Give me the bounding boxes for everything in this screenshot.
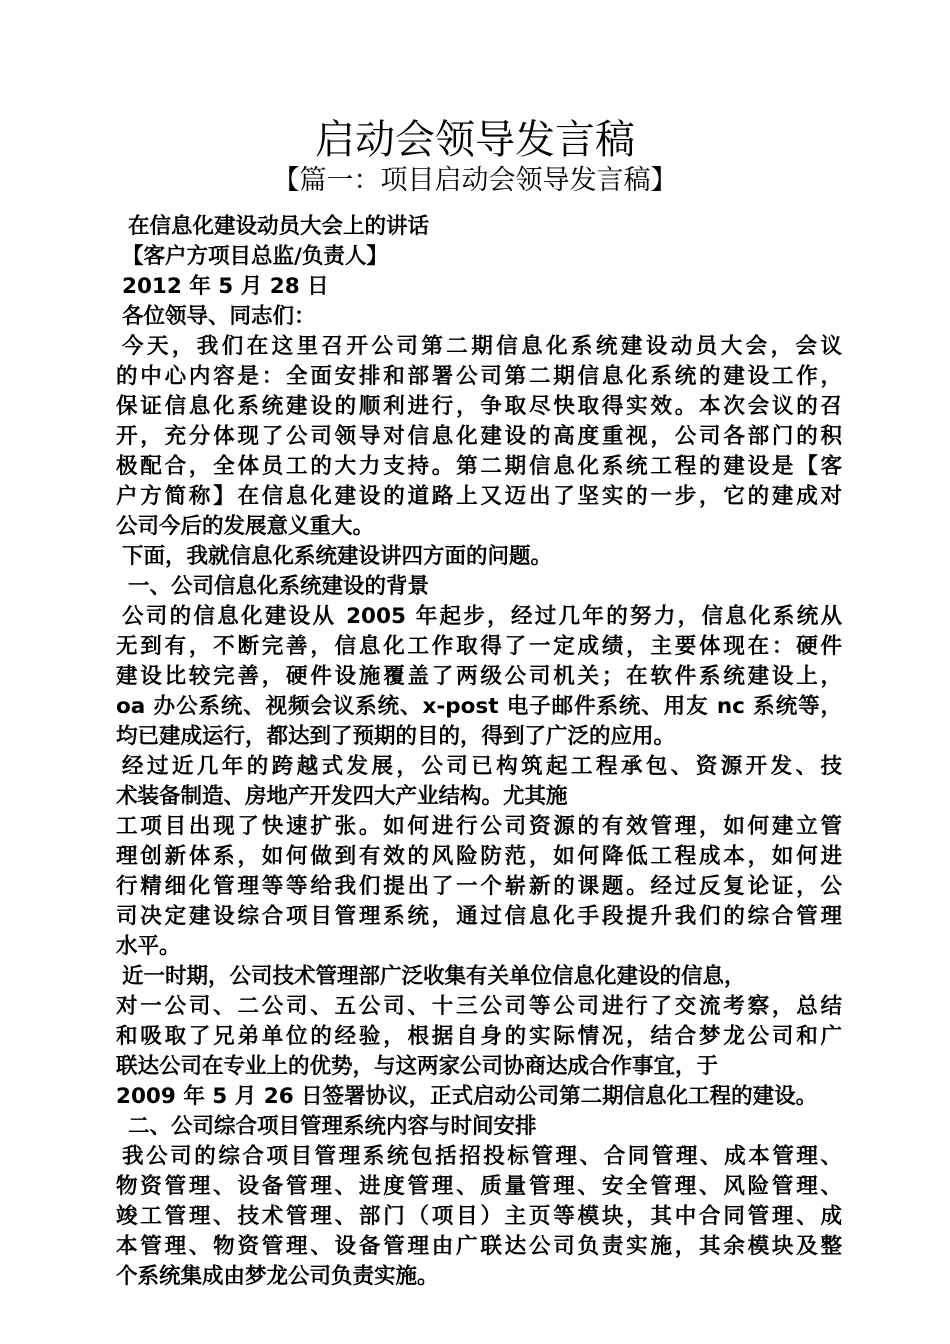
paragraph-line: 水平。 (116, 934, 181, 959)
paragraph-line: oa 办公系统、视频会议系统、x-post 电子邮件系统、用友 nc 系统等， (116, 694, 842, 719)
document-body (116, 212, 842, 1292)
paragraph-line: 个系统集成由梦龙公司负责实施。 (116, 1264, 439, 1289)
paragraph-line: 2009 年 5 月 26 日签署协议，正式启动公司第二期信息化工程的建设。 (116, 1084, 818, 1109)
paragraph-line: 极配合，全体员工的大力支持。第二期信息化系统工程的建设是【客 (116, 454, 842, 479)
paragraph-line: 保证信息化系统建设的顺利进行，争取尽快取得实效。本次会议的召 (116, 394, 842, 419)
paragraph-line: 物资管理、设备管理、进度管理、质量管理、安全管理、风险管理、 (116, 1174, 842, 1199)
paragraph-line: 理创新体系，如何做到有效的风险防范，如何降低工程成本，如何进 (116, 844, 842, 869)
paragraph-line: 近一时期，公司技术管理部广泛收集有关单位信息化建设的信息， (122, 964, 746, 989)
speaker-line: 【客户方项目总监/负责人】 (122, 244, 388, 269)
paragraph-line: 行精细化管理等等给我们提出了一个崭新的课题。经过反复论证，公 (116, 874, 842, 899)
document-subtitle: 【篇一：项目启动会领导发言稿】 (272, 165, 678, 196)
paragraph-line: 的中心内容是：全面安排和部署公司第二期信息化系统的建设工作， (116, 364, 842, 389)
paragraph-line: 无到有，不断完善，信息化工作取得了一定成绩，主要体现在：硬件 (116, 634, 842, 659)
paragraph-line: 公司的信息化建设从 2005 年起步，经过几年的努力，信息化系统从 (122, 604, 842, 629)
paragraph-line: 户方简称】在信息化建设的道路上又迈出了坚实的一步，它的建成对 (116, 484, 842, 509)
paragraph-line: 公司今后的发展意义重大。 (116, 514, 375, 539)
paragraph-line: 本管理、物资管理、设备管理由广联达公司负责实施，其余模块及整 (116, 1234, 842, 1259)
paragraph-line: 下面，我就信息化系统建设讲四方面的问题。 (122, 544, 553, 569)
paragraph-line: 我公司的综合项目管理系统包括招投标管理、合同管理、成本管理、 (122, 1144, 842, 1169)
paragraph-line: 建设比较完善，硬件设施覆盖了两级公司机关；在软件系统建设上， (116, 664, 842, 689)
paragraph-line: 对一公司、二公司、五公司、十三公司等公司进行了交流考察，总结 (116, 994, 842, 1019)
date-line: 2012 年 5 月 28 日 (122, 274, 329, 299)
paragraph-line: 术装备制造、房地产开发四大产业结构。尤其施 (116, 784, 568, 809)
salutation-line: 各位领导、同志们： (122, 304, 316, 329)
document-title: 启动会领导发言稿 (315, 117, 635, 163)
paragraph-line: 联达公司在专业上的优势，与这两家公司协商达成合作事宜，于 (116, 1054, 719, 1079)
speech-title: 在信息化建设动员大会上的讲话 (128, 214, 430, 239)
paragraph-line: 今天，我们在这里召开公司第二期信息化系统建设动员大会，会议 (122, 334, 842, 359)
paragraph-line: 经过近几年的跨越式发展，公司已构筑起工程承包、资源开发、技 (122, 754, 842, 779)
paragraph-line: 司决定建设综合项目管理系统，通过信息化手段提升我们的综合管理 (116, 904, 842, 929)
section-heading: 二、公司综合项目管理系统内容与时间安排 (128, 1114, 537, 1139)
section-heading: 一、公司信息化系统建设的背景 (128, 574, 430, 599)
paragraph-line: 竣工管理、技术管理、部门（项目）主页等模块，其中合同管理、成 (116, 1204, 842, 1229)
paragraph-line: 和吸取了兄弟单位的经验，根据自身的实际情况，结合梦龙公司和广 (116, 1024, 842, 1049)
paragraph-line: 工项目出现了快速扩张。如何进行公司资源的有效管理，如何建立管 (116, 814, 842, 839)
paragraph-line: 开，充分体现了公司领导对信息化建设的高度重视，公司各部门的积 (116, 424, 842, 449)
paragraph-line: 均已建成运行，都达到了预期的目的，得到了广泛的应用。 (116, 724, 676, 749)
